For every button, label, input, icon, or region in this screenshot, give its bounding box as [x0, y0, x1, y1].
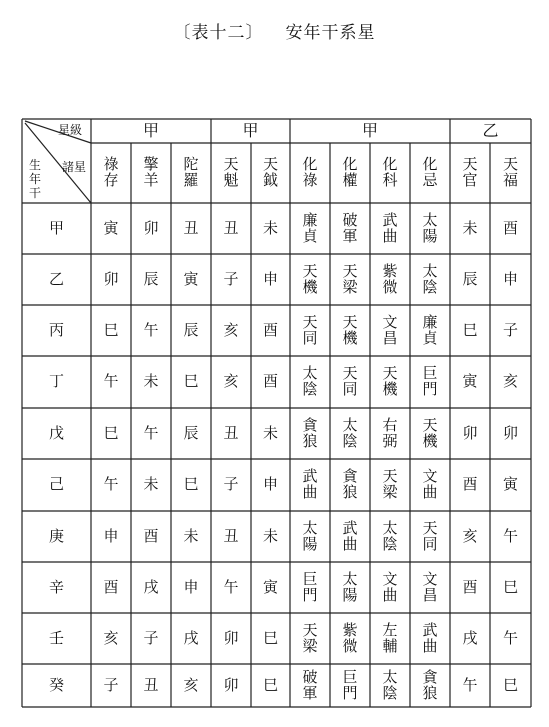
table-cell: 卯 [223, 628, 239, 647]
table-cell: 辰 [462, 269, 478, 288]
table-cell: 巳 [462, 320, 478, 339]
row-stem: 壬 [48, 628, 64, 647]
table-cell: 申 [103, 526, 119, 545]
page-title [0, 18, 549, 43]
table-cell: 破 軍 [302, 667, 318, 702]
table-cell: 貪 狼 [422, 667, 438, 702]
table-cell: 太 陽 [342, 569, 358, 604]
table-cell: 太 陽 [302, 518, 318, 553]
table-cell: 午 [502, 526, 518, 545]
table-cell: 辰 [183, 320, 199, 339]
table-cell: 酉 [103, 577, 119, 596]
table-cell: 巳 [183, 372, 199, 391]
table-cell: 左 輔 [382, 620, 398, 655]
table-cell: 午 [143, 320, 159, 339]
corner-label-stem: 生 年 干 [29, 158, 42, 200]
column-header: 化 忌 [422, 155, 438, 189]
table-cell: 巳 [262, 675, 278, 694]
table-cell: 寅 [262, 577, 278, 596]
table-cell: 天 同 [342, 364, 358, 398]
table-cell: 亥 [223, 372, 239, 391]
table-cell: 丑 [223, 423, 239, 442]
corner-label-level: 星級 [58, 123, 83, 137]
table-cell: 紫 微 [342, 620, 358, 655]
column-header: 祿 存 [103, 155, 119, 189]
table-cell: 子 [223, 475, 239, 494]
table-cell: 卯 [223, 675, 239, 694]
corner-label-stars: 諸星 [62, 160, 87, 174]
table-cell: 巨 門 [342, 667, 358, 702]
table-cell: 未 [183, 526, 199, 545]
table-cell: 午 [103, 372, 119, 391]
row-stem: 丙 [48, 320, 64, 339]
row-stem: 己 [48, 475, 64, 494]
table-cell: 丑 [223, 218, 239, 237]
table-cell: 太 陰 [302, 364, 318, 398]
table-cell: 武 曲 [422, 620, 438, 655]
table-cell: 武 曲 [302, 467, 318, 501]
table-cell: 子 [103, 675, 119, 694]
group-header: 乙 [482, 120, 499, 140]
table-cell: 巳 [183, 475, 199, 494]
table-cell: 卯 [143, 218, 159, 237]
table-cell: 貪 狼 [302, 415, 318, 450]
table-cell: 子 [502, 320, 518, 339]
group-header: 甲 [142, 120, 159, 140]
row-stem: 丁 [48, 372, 64, 391]
table-cell: 廉 貞 [422, 312, 438, 347]
table-cell: 未 [262, 423, 278, 442]
column-header: 擎 羊 [143, 155, 159, 189]
table-cell: 卯 [103, 269, 119, 288]
row-stem: 戊 [48, 423, 64, 442]
column-header: 化 權 [342, 155, 358, 189]
table-cell: 申 [262, 475, 278, 494]
table-cell: 天 同 [422, 518, 438, 553]
table-cell: 巳 [103, 423, 119, 442]
table-cell: 酉 [262, 320, 278, 339]
table-cell: 天 梁 [342, 261, 358, 296]
table-cell: 天 梁 [382, 467, 398, 501]
table-cell: 未 [143, 475, 159, 494]
table-cell: 天 機 [382, 364, 398, 398]
table-cell: 申 [262, 269, 278, 288]
table-cell: 巳 [502, 675, 518, 694]
table-cell: 太 陽 [422, 210, 438, 245]
table-cell: 未 [462, 218, 478, 237]
table-cell: 辰 [143, 269, 159, 288]
table-cell: 丑 [183, 218, 199, 237]
table-cell: 武 曲 [342, 518, 358, 553]
column-header: 化 祿 [302, 155, 318, 189]
table-cell: 右 弼 [382, 415, 398, 450]
column-header: 天 鉞 [262, 155, 278, 189]
row-stem: 乙 [48, 269, 64, 288]
table-cell: 戌 [462, 628, 478, 647]
group-header: 甲 [361, 120, 378, 140]
row-stem: 辛 [48, 577, 64, 596]
table-cell: 卯 [502, 423, 518, 442]
table-cell: 武 曲 [382, 210, 398, 245]
table-cell: 辰 [183, 423, 199, 442]
table-cell: 太 陰 [382, 518, 398, 553]
row-stem: 庚 [48, 526, 64, 545]
table-cell: 午 [223, 577, 239, 596]
column-header: 天 福 [502, 155, 518, 189]
table-cell: 巨 門 [422, 364, 438, 398]
table-cell: 寅 [502, 475, 518, 494]
table-cell: 亥 [103, 628, 119, 647]
star-table [22, 119, 531, 707]
table-cell: 天 同 [302, 312, 318, 347]
table-cell: 巨 門 [302, 569, 318, 604]
table-cell: 亥 [223, 320, 239, 339]
table-cell: 天 機 [342, 312, 358, 347]
table-cell: 寅 [103, 218, 119, 237]
table-cell: 未 [262, 218, 278, 237]
table-cell: 巳 [502, 577, 518, 596]
table-cell: 太 陰 [342, 415, 358, 450]
table-cell: 戌 [143, 577, 159, 596]
row-stem: 甲 [48, 218, 64, 237]
group-header: 甲 [242, 120, 259, 140]
table-cell: 廉 貞 [302, 210, 318, 245]
table-cell: 子 [223, 269, 239, 288]
table-cell: 丑 [143, 675, 159, 694]
table-cell: 文 昌 [422, 569, 438, 604]
table-cell: 酉 [143, 526, 159, 545]
table-cell: 文 昌 [382, 312, 398, 347]
table-cell: 酉 [502, 218, 518, 237]
table-cell: 亥 [462, 526, 478, 545]
table-cell: 午 [502, 628, 518, 647]
table-cell: 申 [183, 577, 199, 596]
table-cell: 午 [143, 423, 159, 442]
table-cell: 丑 [223, 526, 239, 545]
table-cell: 天 機 [422, 415, 438, 450]
column-header: 化 科 [382, 155, 398, 189]
table-cell: 文 曲 [422, 467, 438, 501]
table-cell: 午 [103, 475, 119, 494]
table-cell: 巳 [103, 320, 119, 339]
table-cell: 申 [502, 269, 518, 288]
column-header: 天 魁 [223, 155, 239, 189]
column-header: 陀 羅 [183, 155, 199, 189]
table-cell: 天 梁 [302, 620, 318, 655]
table-cell: 亥 [502, 372, 518, 391]
table-cell: 卯 [462, 423, 478, 442]
table-cell: 天 機 [302, 261, 318, 296]
table-cell: 紫 微 [382, 261, 398, 296]
table-cell: 子 [143, 628, 159, 647]
row-stem: 癸 [48, 675, 64, 694]
title-text: 安年干系星 [285, 23, 376, 43]
table-cell: 午 [462, 675, 478, 694]
table-cell: 戌 [183, 628, 199, 647]
table-cell: 太 陰 [382, 667, 398, 702]
column-header: 天 官 [462, 155, 478, 189]
table-cell: 亥 [183, 675, 199, 694]
table-cell: 文 曲 [382, 569, 398, 604]
table-cell: 酉 [462, 475, 478, 494]
table-cell: 貪 狼 [342, 467, 358, 501]
table-cell: 太 陰 [422, 261, 438, 296]
title-table-number: 〔表十二〕 [173, 23, 264, 43]
table-cell: 巳 [262, 628, 278, 647]
table-cell: 破 軍 [342, 210, 358, 245]
table-cell: 酉 [262, 372, 278, 391]
table-cell: 寅 [183, 269, 199, 288]
table-cell: 未 [143, 372, 159, 391]
table-cell: 寅 [462, 372, 478, 391]
table-cell: 未 [262, 526, 278, 545]
table-cell: 酉 [462, 577, 478, 596]
